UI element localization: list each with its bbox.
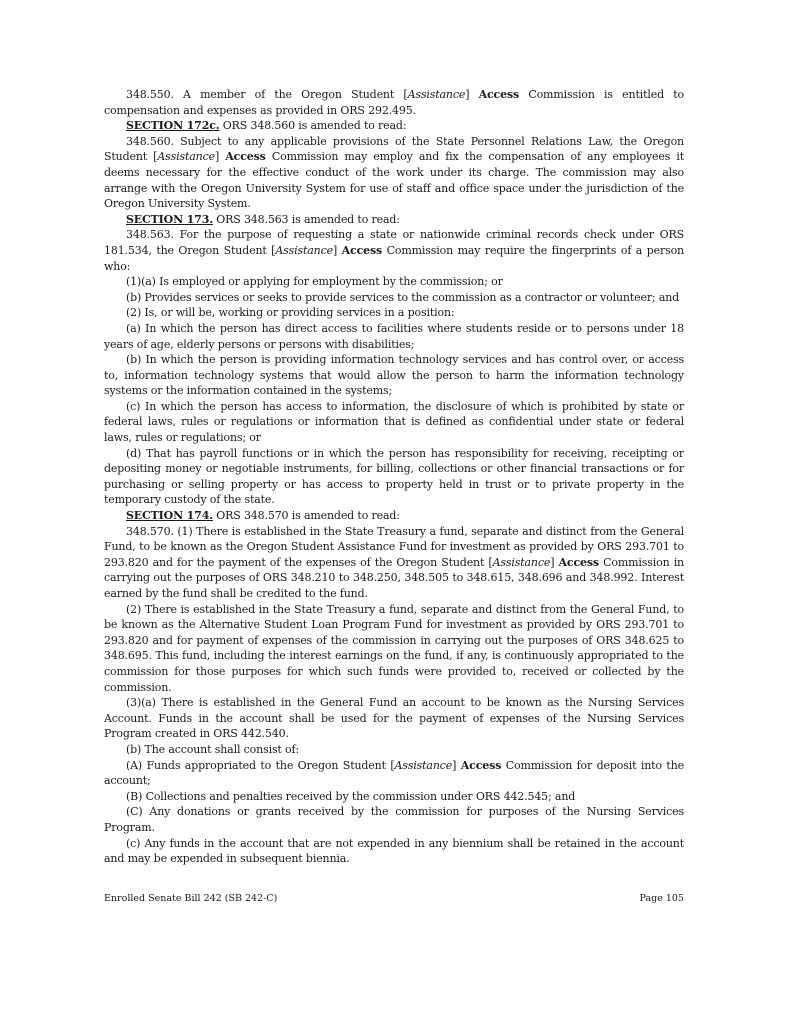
text-run: Commission may require the fingerprints of a person who: — [104, 243, 684, 273]
text-run: ] — [214, 150, 226, 164]
text-run: Commission for deposit into the account; — [104, 758, 684, 788]
text-run: Access — [341, 243, 383, 257]
text-run: Access — [460, 758, 502, 772]
paragraph-p17 — [104, 742, 684, 758]
text-run: (b) Provides services or seeks to provide services to the commission as a contractor or volunteer; and — [126, 290, 680, 304]
text-run: (c) In which the person has access to information, the disclosure of which is prohibited by state or federal laws, rules or regulations or information that is defined as confidential under state or federal laws, rules or regulations; or — [104, 399, 684, 445]
text-run: (a) In which the person has direct access to facilities where students reside or to persons under 18 years of age, elderly persons or persons with disabilities; — [104, 321, 684, 351]
text-run: 348.560. Subject to any applicable provisions of the State Personnel Relations Law, the Oregon Student [ — [104, 134, 684, 164]
text-run: 348.570. (1) There is established in the State Treasury a fund, separate and distinct from the General Fund, to be known as the Oregon Student Assistance Fund for investment as provided by ORS 293.701 to 293.820 and for the payment of the expenses of the Oregon Student [ — [104, 524, 684, 569]
paragraph-p1 — [104, 87, 684, 118]
text-run: Assistance — [275, 243, 333, 257]
text-run: Access — [558, 555, 599, 569]
page-footer — [104, 893, 684, 904]
paragraph-p14 — [104, 524, 684, 602]
paragraph-p20 — [104, 804, 684, 835]
paragraph-p10 — [104, 352, 684, 399]
text-run: (C) Any donations or grants received by the commission for purposes of the Nursing Services Program. — [104, 805, 684, 834]
text-run: Commission may employ and fix the compensation of any employees it deems necessary for the effective conduct of the work under its charge. The commission may also arrange with the Oregon University System for use of staff and office space under the jurisdiction of the Oregon University System. — [104, 150, 684, 211]
section-heading: SECTION 173. — [126, 212, 213, 226]
text-run: Access — [478, 88, 520, 101]
text-run: Assistance — [157, 150, 215, 164]
paragraph-p11 — [104, 399, 684, 446]
text-run: ORS 348.563 is amended to read: — [212, 212, 400, 226]
paragraph-p3 — [104, 134, 684, 212]
paragraph-p21 — [104, 836, 684, 867]
paragraph-p9 — [104, 321, 684, 352]
text-run: (A) Funds appropriated to the Oregon Student [ — [126, 758, 395, 772]
text-run: ORS 348.560 is amended to read: — [219, 119, 407, 133]
text-run: ORS 348.570 is amended to read: — [212, 509, 400, 523]
text-run: 348.550. A member of the Oregon Student [ — [126, 88, 408, 101]
text-run: ] — [452, 758, 461, 772]
text-run: (1)(a) Is employed or applying for employment by the commission; or — [126, 275, 503, 289]
text-run: (3)(a) There is established in the General Fund an account to be known as the Nursing Services Account. Funds in the account shall be used for the payment of expenses of the Nursing Services Program created in ORS 442.540. — [104, 696, 684, 741]
text-run: 348.563. For the purpose of requesting a state or nationwide criminal records check under ORS 181.534, the Oregon Student [ — [104, 228, 684, 257]
text-run: ] — [550, 555, 559, 569]
bill-identifier: Enrolled Senate Bill 242 (SB 242-C) — [104, 893, 278, 904]
paragraph-p7 — [104, 290, 684, 306]
paragraph-p2 — [104, 118, 684, 134]
paragraph-p19 — [104, 789, 684, 805]
text-run: Commission in carrying out the purposes of ORS 348.210 to 348.250, 348.505 to 348.615, 348.696 and 348.992. Interest earned by the fund shall be credited to the fund. — [104, 555, 684, 600]
text-run: Access — [225, 150, 266, 164]
paragraph-p16 — [104, 695, 684, 742]
text-run: (2) Is, or will be, working or providing services in a position: — [126, 306, 455, 320]
text-run: (2) There is established in the State Treasury a fund, separate and distinct from the General Fund, to be known as the Alternative Student Loan Program Fund for investment as provided by ORS 293.701 to 293.820 and for payment of expenses of the commission in carrying out the purposes of ORS 348.625 to 348.695. This fund, including the interest earnings on the fund, if any, is continuously appropriated to the commission for those purposes for which such funds were provided to, received or collected by the commission. — [104, 602, 684, 694]
paragraph-p15 — [104, 602, 684, 696]
text-run: Assistance — [394, 758, 453, 772]
text-run: ] — [465, 88, 479, 101]
text-run: (B) Collections and penalties received by the commission under ORS 442.545; and — [126, 789, 576, 803]
page-number: Page 105 — [639, 893, 684, 904]
text-run: (c) Any funds in the account that are not expended in any biennium shall be retained in the account and may be expended in subsequent biennia. — [104, 836, 684, 866]
section-heading: SECTION 174. — [126, 509, 213, 523]
paragraph-p4 — [104, 212, 684, 228]
text-run: Assistance — [492, 555, 551, 569]
paragraph-p5 — [104, 227, 684, 274]
paragraph-p8 — [104, 305, 684, 321]
paragraph-p13 — [104, 508, 684, 524]
paragraph-p12 — [104, 446, 684, 508]
text-run: (b) The account shall consist of: — [126, 742, 299, 756]
text-run: (d) That has payroll functions or in which the person has responsibility for receiving, receipting or depositing money or negotiable instruments, for billing, collections or other financial transactions or for purchasing or selling property or has access to property held in trust or to private property in the temporary custody of the state. — [104, 446, 684, 507]
paragraph-p6 — [104, 274, 684, 290]
text-run: Commission is entitled to compensation and expenses as provided in ORS 292.495. — [104, 88, 684, 117]
text-run: (b) In which the person is providing information technology services and has control over, or access to, information technology systems that would allow the person to harm the information technology systems or the information contained in the systems; — [104, 353, 684, 398]
section-heading: SECTION 172c. — [126, 119, 220, 133]
document-body — [104, 87, 684, 867]
paragraph-p18 — [104, 758, 684, 789]
text-run: ] — [332, 243, 342, 257]
text-run: Assistance — [407, 88, 466, 101]
